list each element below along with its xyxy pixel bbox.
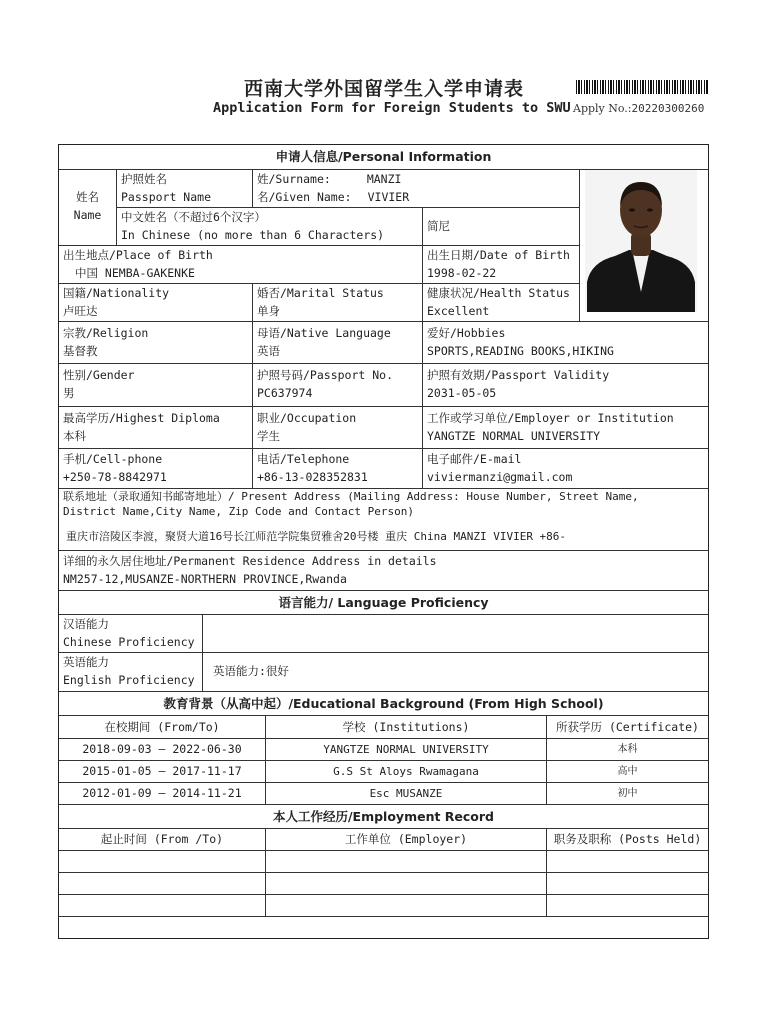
nationality-value: 卢旺达	[63, 304, 98, 318]
cellphone-value: +250-78-8842971	[63, 470, 167, 484]
telephone-field: 电话/Telephone +86-13-028352831	[253, 449, 423, 489]
chinese-name-label: 中文姓名（不超过6个汉字） In Chinese (no more than 6 Characters)	[117, 208, 423, 246]
telephone-value: +86-13-028352831	[257, 470, 368, 484]
health-value: Excellent	[427, 304, 490, 318]
native-language-value: 英语	[257, 344, 280, 358]
nationality-field: 国籍/Nationality 卢旺达	[59, 284, 253, 322]
edu-row-2-school: G.S St Aloys Rwamagana	[266, 761, 547, 783]
form-title-english: Application Form for Foreign Students to SWU	[213, 100, 571, 116]
edu-row-3-period: 2012-01-09 — 2014-11-21	[59, 783, 266, 805]
edu-row-2-cert: 高中	[547, 761, 708, 783]
present-address-value: 重庆市涪陵区李渡，聚贤大道16号长江师范学院集贸雅舍20号楼 重庆 China MANZI VIVIER +86-	[66, 530, 567, 543]
emp-header-employer: 工作单位 (Employer)	[266, 829, 547, 851]
section-employment: 本人工作经历/Employment Record	[59, 805, 708, 829]
chinese-proficiency-value	[203, 615, 708, 653]
apply-number: Apply No.:20220300260	[573, 102, 705, 115]
section-language-proficiency: 语言能力/ Language Proficiency	[59, 591, 708, 615]
applicant-photo	[585, 170, 697, 312]
surname-value: MANZI	[366, 172, 402, 186]
hobbies-value: SPORTS,READING BOOKS,HIKING	[427, 344, 614, 358]
marital-field: 婚否/Marital Status 单身	[253, 284, 423, 322]
gender-value: 男	[63, 386, 75, 400]
edu-row-2-period: 2015-01-05 — 2017-11-17	[59, 761, 266, 783]
edu-row-3-cert: 初中	[547, 783, 708, 805]
emp-header-posts: 职务及职称 (Posts Held)	[547, 829, 708, 851]
edu-row-1-cert: 本科	[547, 739, 708, 761]
diploma-value: 本科	[63, 429, 86, 443]
permanent-address-value: NM257-12,MUSANZE-NORTHERN PROVINCE,Rwanda	[63, 572, 347, 586]
native-language-field: 母语/Native Language 英语	[253, 322, 423, 364]
birthplace-value: 中国 NEMBA-GAKENKE	[75, 266, 195, 280]
employer-field: 工作或学习单位/Employer or Institution YANGTZE NORMAL UNIVERSITY	[423, 407, 708, 449]
passport-name-values: 姓/Surname: MANZI 名/Given Name: VIVIER	[253, 170, 580, 208]
permanent-address-field: 详细的永久居住地址/Permanent Residence Address in details NM257-12,MUSANZE-NORTHERN PROVINCE,Rwanda	[59, 551, 708, 591]
birthplace-field: 出生地点/Place of Birth 中国 NEMBA-GAKENKE	[59, 246, 423, 284]
edu-row-1-school: YANGTZE NORMAL UNIVERSITY	[266, 739, 547, 761]
barcode	[576, 80, 708, 94]
emp-row-3-employer	[266, 895, 547, 917]
marital-value: 单身	[257, 304, 280, 318]
english-proficiency-value: 英语能力:很好	[203, 653, 708, 692]
emp-row-2-posts	[547, 873, 708, 895]
occupation-value: 学生	[257, 429, 280, 443]
application-form	[58, 144, 709, 939]
form-title-chinese: 西南大学外国留学生入学申请表	[243, 78, 524, 100]
health-field: 健康状况/Health Status Excellent	[423, 284, 580, 322]
diploma-field: 最高学历/Highest Diploma 本科	[59, 407, 253, 449]
dob-field: 出生日期/Date of Birth 1998-02-22	[423, 246, 580, 284]
emp-header-period: 起止时间 (From /To)	[59, 829, 266, 851]
passport-name-label: 护照姓名 Passport Name	[117, 170, 253, 208]
email-value: viviermanzi@gmail.com	[427, 470, 573, 484]
english-proficiency-label: 英语能力 English Proficiency	[59, 653, 203, 692]
chinese-name-value: 简尼	[423, 208, 580, 246]
gender-field: 性别/Gender 男	[59, 364, 253, 407]
present-address-field: 联系地址（录取通知书邮寄地址）/ Present Address (Mailing Address: House Number, Street Name, District Name,City Name, Zip Code and Contact Person) 重庆市涪陵区李渡，聚贤大道16号长江师范学院集贸雅舍20号楼 重庆 China MANZI VIVIER +86-	[59, 489, 708, 551]
emp-row-3-posts	[547, 895, 708, 917]
edu-header-certificate: 所获学历 (Certificate)	[547, 716, 708, 739]
section-education: 教育背景（从高中起）/Educational Background (From High School)	[59, 692, 708, 716]
employer-value: YANGTZE NORMAL UNIVERSITY	[427, 429, 601, 443]
dob-value: 1998-02-22	[427, 266, 497, 280]
emp-row-2-period	[59, 873, 266, 895]
hobbies-field: 爱好/Hobbies SPORTS,READING BOOKS,HIKING	[423, 322, 708, 364]
emp-row-2-employer	[266, 873, 547, 895]
emp-row-3-period	[59, 895, 266, 917]
religion-field: 宗教/Religion 基督教	[59, 322, 253, 364]
edu-row-1-period: 2018-09-03 — 2022-06-30	[59, 739, 266, 761]
emp-row-1-employer	[266, 851, 547, 873]
name-label: 姓名 Name	[59, 170, 117, 246]
passport-number-field: 护照号码/Passport No. PC637974	[253, 364, 423, 407]
email-field: 电子邮件/E-mail viviermanzi@gmail.com	[423, 449, 708, 489]
edu-header-period: 在校期间 (From/To)	[59, 716, 266, 739]
passport-validity-value: 2031-05-05	[427, 386, 497, 400]
edu-header-institution: 学校 (Institutions)	[266, 716, 547, 739]
cellphone-field: 手机/Cell-phone +250-78-8842971	[59, 449, 253, 489]
passport-number-value: PC637974	[257, 386, 313, 400]
chinese-proficiency-label: 汉语能力 Chinese Proficiency	[59, 615, 203, 653]
edu-row-3-school: Esc MUSANZE	[266, 783, 547, 805]
emp-row-1-posts	[547, 851, 708, 873]
religion-value: 基督教	[63, 344, 98, 358]
emp-row-1-period	[59, 851, 266, 873]
section-personal-info: 申请人信息/Personal Information	[59, 145, 708, 170]
given-name-value: VIVIER	[367, 190, 410, 204]
passport-validity-field: 护照有效期/Passport Validity 2031-05-05	[423, 364, 708, 407]
occupation-field: 职业/Occupation 学生	[253, 407, 423, 449]
